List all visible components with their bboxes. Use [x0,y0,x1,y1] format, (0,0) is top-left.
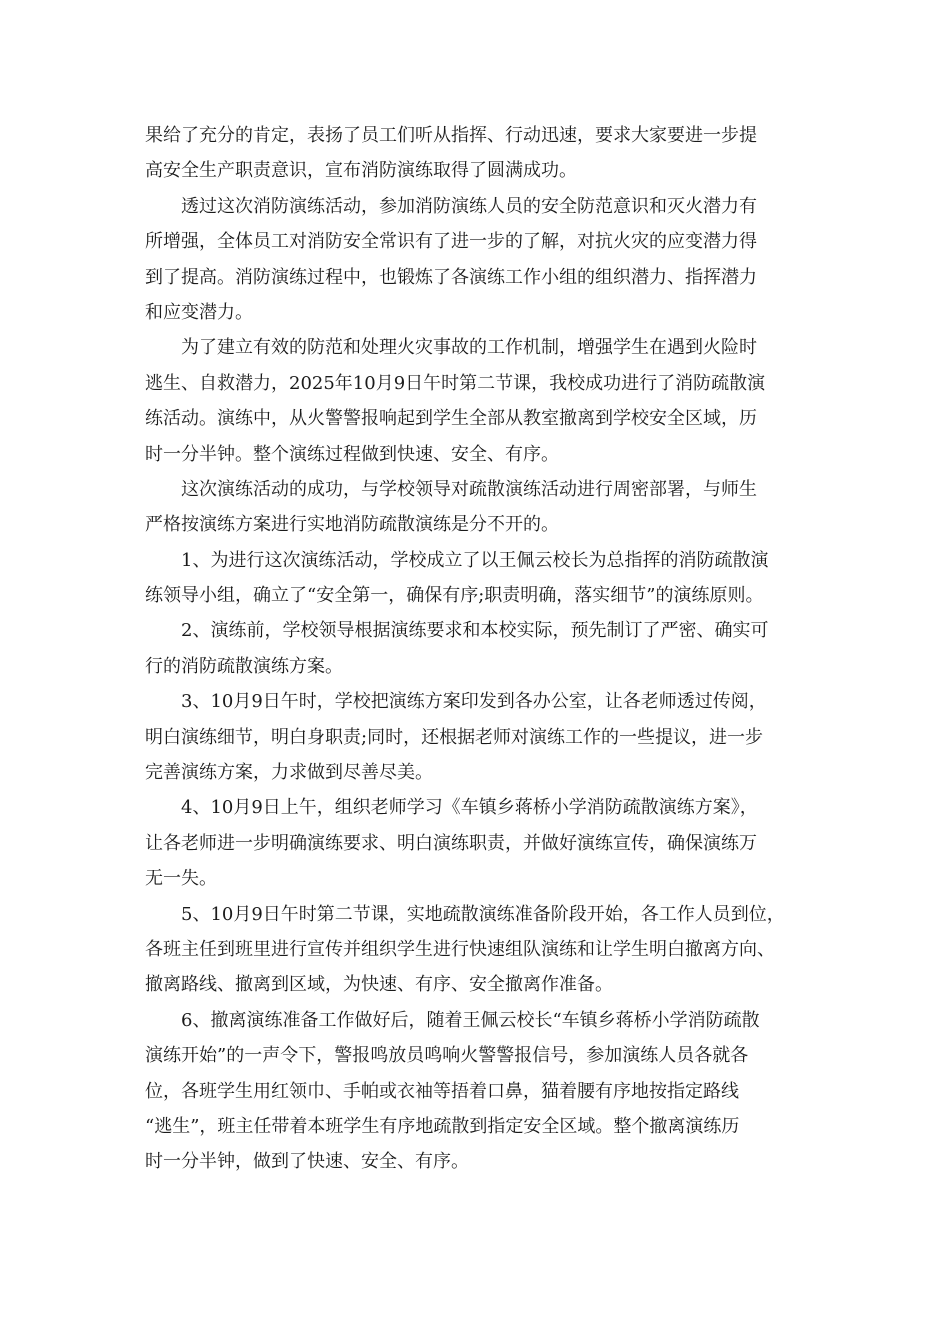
text-line: 位，各班学生用红领巾、手帕或衣袖等捂着口鼻，猫着腰有序地按指定路线 [145,1080,739,1102]
text-line: “逃生”，班主任带着本班学生有序地疏散到指定安全区域。整个撤离演练历 [145,1115,740,1137]
text-line: 演练开始”的一声令下，警报鸣放员鸣响火警警报信号，参加演练人员各就各 [145,1045,749,1067]
text-line: 明白演练细节，明白身职责;同时，还根据老师对演练工作的一些提议，进一步 [145,726,764,748]
text-line: 果给了充分的肯定，表扬了员工们听从指挥、行动迅速，要求大家要进一步提 [145,125,757,146]
text-line: 撤离路线、撤离到区域，为快速、有序、安全撤离作准备。 [145,974,613,996]
text-line: 时一分半钟。整个演练过程做到快速、安全、有序。 [145,443,559,465]
text-line: 练领导小组，确立了“安全第一，确保有序;职责明确，落实细节”的演练原则。 [145,585,764,607]
text-line: 完善演练方案，力求做到尽善尽美。 [145,762,433,784]
text-line: 时一分半钟，做到了快速、安全、有序。 [145,1151,469,1173]
text-line: 4、10月9日上午，组织老师学习《车镇乡蒋桥小学消防疏散演练方案》， [145,797,758,819]
text-line: 5、10月9日午时第二节课，实地疏散演练准备阶段开始，各工作人员到位， [145,903,785,925]
text-line: 2、演练前，学校领导根据演练要求和本校实际，预先制订了严密、确实可 [145,620,769,642]
text-line: 和应变潜力。 [145,301,253,323]
body-text [145,118,820,1180]
text-line: 为了建立有效的防范和处理火灾事故的工作机制，增强学生在遇到火险时 [145,337,757,359]
text-line: 高安全生产职责意识，宣布消防演练取得了圆满成功。 [145,160,577,182]
text-line: 透过这次消防演练活动，参加消防演练人员的安全防范意识和灭火潜力有 [145,195,757,217]
text-line: 3、10月9日午时，学校把演练方案印发到各办公室，让各老师透过传阅， [145,691,767,713]
text-line: 1、为进行这次演练活动，学校成立了以王佩云校长为总指挥的消防疏散演 [145,549,769,571]
text-line: 所增强，全体员工对消防安全常识有了进一步的了解，对抗火灾的应变潜力得 [145,231,757,253]
text-line: 逃生、自救潜力，2025年10月9日午时第二节课，我校成功进行了消防疏散演 [145,372,766,394]
text-line: 让各老师进一步明确演练要求、明白演练职责，并做好演练宣传，确保演练万 [145,832,757,854]
text-line: 这次演练活动的成功，与学校领导对疏散演练活动进行周密部署，与师生 [145,478,757,500]
text-line: 各班主任到班里进行宣传并组织学生进行快速组队演练和让学生明白撤离方向、 [145,938,775,960]
text-line: 6、撤离演练准备工作做好后，随着王佩云校长“车镇乡蒋桥小学消防疏散 [145,1009,760,1031]
text-line: 行的消防疏散演练方案。 [145,655,343,677]
text-line: 无一失。 [145,868,217,890]
text-line: 练活动。演练中，从火警警报响起到学生全部从教室撤离到学校安全区域，历 [145,408,757,430]
text-line: 到了提高。消防演练过程中，也锻炼了各演练工作小组的组织潜力、指挥潜力 [145,266,757,288]
text-line: 严格按演练方案进行实地消防疏散演练是分不开的。 [145,514,559,536]
